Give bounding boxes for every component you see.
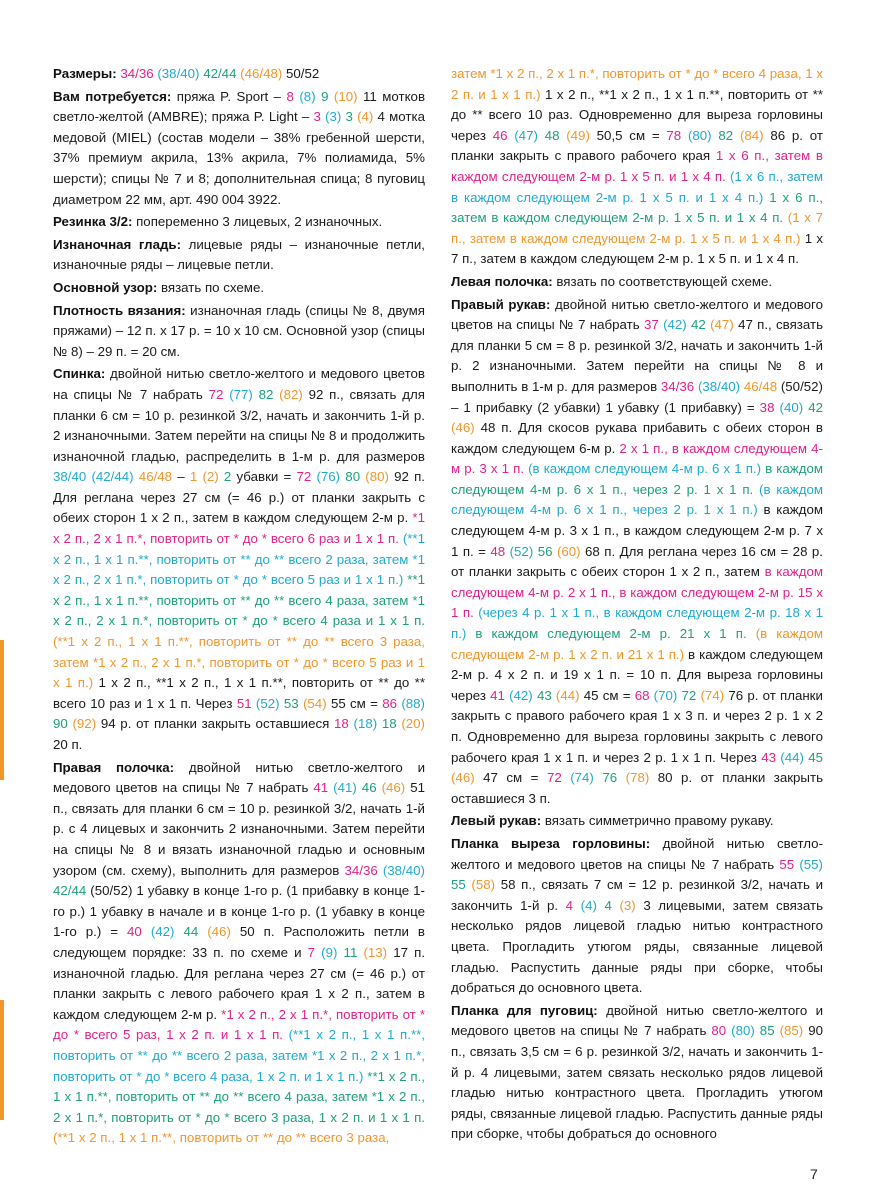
size-variant-text: 37: [643, 317, 664, 333]
body-text: двойной нитью светло-желтого и медового цветов на спицы № 7 набрать: [451, 296, 823, 333]
instruction-paragraph: [53, 278, 425, 299]
size-variant-text: (55): [799, 856, 823, 872]
size-variant-text: 85: [759, 1023, 780, 1039]
body-text: –: [177, 469, 190, 485]
section-heading: Основной узор:: [53, 279, 161, 295]
size-variant-text: 41: [313, 780, 334, 796]
body-text: 4 мотка медовой (MIEL) (состав модели – 38% гребенной шерсти, 37% премиум акрила, 13% акрила, 7% полиамида, 5% шерсти); спицы № 7 и 8; дополнительная спица; 8 пуговиц диаметром 22 мм, арт. 490 004 3922.: [53, 109, 425, 207]
size-variant-text: (46): [381, 780, 411, 796]
body-text: 92 п. Для реглана через 27 см (= 46 р.) от планки закрыть с обеих сторон 1 х 2 п., затем в каждом следующем 2-м р.: [53, 469, 425, 526]
instruction-paragraph: [451, 834, 823, 999]
size-variant-text: (42): [509, 687, 537, 703]
size-variant-text: 3: [313, 109, 326, 125]
size-variant-text: (47): [710, 317, 739, 333]
size-variant-text: 72: [681, 687, 701, 703]
body-text: двойной нитью светло-желтого и медового цветов на спицы № 7 набрать: [53, 759, 426, 796]
size-variant-text: (74): [570, 770, 603, 786]
body-text: (50/52) 1 убавку в конце 1-го р. (1 прибавку в конце 1-го р.) 1 убавку в начале и в конце 1-го р. (1 убавку в конце 1-го р.) =: [53, 883, 425, 940]
size-variant-text: (3): [619, 897, 644, 913]
section-heading: Спинка:: [53, 366, 111, 382]
size-variant-text: 78: [666, 127, 688, 143]
size-variant-text: (в каждом следующем 4-м р. 6 х 1 п.): [528, 461, 766, 477]
size-variant-text: (в каждом следующем 4-м р. 6 х 1 п., через 2 р. 1 х 1 п.): [451, 481, 823, 518]
body-text: 76 р. от планки закрыть с правого рабочего края 1 х 3 п. и через 2 р. 1 х 2 п. Одновременно для выреза горловины закрыть с левого рабочего края 1 х 1 п. и через 2 р. 1 х 1 п. Через: [451, 687, 823, 765]
size-variant-text: 7: [307, 944, 322, 960]
size-variant-text: 72: [296, 469, 317, 485]
size-variant-text: (18): [353, 716, 382, 732]
size-variant-text: 42/44: [53, 883, 91, 899]
size-variant-text: 46: [361, 780, 382, 796]
size-variant-text: (92): [72, 716, 101, 732]
body-text: 20 п.: [53, 737, 83, 752]
size-variant-text: (42): [150, 924, 184, 940]
size-variant-text: (80): [687, 127, 719, 143]
size-variant-text: 38: [759, 399, 780, 415]
size-variant-text: (1 х 7 п., затем в каждом следующем 2-м р. 1 х 5 п. и 1 х 4 п.): [451, 210, 823, 246]
section-heading: Изнаночная гладь:: [53, 236, 189, 252]
size-variant-text: (78): [625, 770, 658, 786]
body-text: 92 п., связать для планки 6 см = 10 р. резинкой 3/2, начать и закончить 1-й р. 2 изнаночными. Затем перейти на спицы № 8 и продолжить изнаночной гладью, распределить в 1-м р. для размеров: [53, 386, 425, 464]
size-variant-text: 18: [381, 716, 402, 732]
size-variant-text: (42): [663, 317, 692, 333]
section-heading: Левая полочка:: [451, 273, 557, 289]
size-variant-text: (**1 х 2 п., 1 х 1 п.**, повторить от ** до ** всего 2 раза, затем *1 х 2 п., 2 х 1 п.*, повторить от * до * всего 5 раз и 1 х 1 п.): [53, 531, 425, 588]
body-text: 50,5 см =: [596, 127, 667, 143]
body-text: 50/52: [286, 66, 320, 81]
body-text: 47 см =: [483, 770, 547, 786]
instruction-paragraph: [451, 295, 823, 810]
size-variant-text: (4): [580, 897, 605, 913]
size-variant-text: (52): [255, 695, 284, 711]
size-variant-text: (76): [316, 469, 346, 485]
size-variant-text: (40): [779, 399, 809, 415]
instruction-paragraph: [451, 1001, 823, 1145]
size-variant-text: 43: [761, 749, 781, 765]
instruction-paragraph: [53, 64, 425, 85]
size-variant-text: 46/48: [743, 378, 781, 394]
size-variant-text: (80): [731, 1023, 760, 1039]
section-heading: Левый рукав:: [451, 813, 545, 829]
size-variant-text: 48: [490, 543, 510, 559]
size-variant-text: (84): [739, 127, 771, 143]
size-variant-text: 4: [604, 897, 620, 913]
size-variant-text: 72: [546, 770, 571, 786]
size-variant-text: *1 х 2 п., 2 х 1 п.*, повторить от * до * всего 6 раз и 1 х 1 п.: [53, 510, 425, 547]
size-variant-text: (47): [514, 127, 545, 143]
body-text: 55 см =: [330, 695, 383, 711]
size-variant-text: 9: [321, 88, 334, 104]
size-variant-text: 46: [492, 127, 515, 143]
size-variant-text: (9): [321, 944, 344, 960]
size-variant-text: (58): [471, 877, 501, 893]
right-column: [451, 64, 823, 1147]
size-variant-text: (41): [333, 780, 362, 796]
section-heading: Резинка 3/2:: [53, 214, 137, 230]
body-text: 51 п., связать для планки 6 см = 10 р. резинкой 3/2, начать 1-й р. с 4 лицевых и закончить 2 изнаночными. Затем перейти на спицы № 8 и вязать изнаночной гладью и основным узором (см. схему), выполнить для размеров: [53, 780, 425, 878]
size-variant-text: (через 4 р. 1 х 1 п., в каждом следующем 2-м р. 18 х 1 п.): [451, 605, 823, 642]
size-variant-text: (52): [509, 543, 538, 559]
size-variant-text: (10): [333, 88, 364, 104]
size-variant-text: (38/40): [382, 862, 425, 878]
section-heading: Размеры:: [53, 66, 121, 81]
size-variant-text: 76: [602, 770, 626, 786]
size-variant-text: 42: [808, 399, 823, 415]
edge-color-mark: [0, 640, 4, 780]
instruction-paragraph: [53, 235, 425, 276]
size-variant-text: 44: [183, 924, 208, 940]
body-text: 1 х 2 п., **1 х 2 п., 1 х 1 п.**, повторить от ** до ** всего 10 раз. Одновременно для выреза горловины через: [451, 86, 823, 143]
size-variant-text: (70): [653, 687, 682, 703]
body-text: 1 х 2 п., **1 х 2 п., 1 х 1 п.**, повторить от ** до ** всего 10 раз и 1 х 1 п. Через: [53, 675, 425, 711]
size-variant-text: (54): [302, 695, 331, 711]
size-variant-text: (13): [363, 944, 394, 960]
body-text: 50 п. Расположить петли в следующем порядке: 33 п. по схеме и: [53, 924, 425, 960]
size-variant-text: 40: [127, 924, 151, 940]
body-text: 94 р. от планки закрыть оставшиеся: [100, 716, 335, 732]
size-variant-text: (42/44): [91, 469, 139, 485]
size-variant-text: 48: [544, 127, 567, 143]
body-text: 48 п. Для скосов рукава прибавить с обеих сторон в каждом следующем 6-м р.: [451, 420, 823, 456]
size-variant-text: (44): [555, 687, 584, 703]
size-variant-text: в каждом следующем 4-м р. 2 х 1 п., в каждом следующем 2-м р. 15 х 1 п.: [451, 564, 823, 621]
section-heading: Плотность вязания:: [53, 302, 191, 318]
size-variant-text: 38/40: [53, 469, 92, 485]
body-text: в каждом следующем 2-м р. 4 х 2 п. и 19 х 1 п. = 10 п. Для выреза горловины через: [451, 646, 823, 703]
left-column: [53, 64, 425, 1151]
size-variant-text: (80): [365, 469, 395, 485]
size-variant-text: (74): [700, 687, 729, 703]
size-variant-text: (60): [556, 543, 586, 559]
size-variant-text: (49): [566, 127, 597, 143]
size-variant-text: **1 х 2 п., 1 х 1 п.**, повторить от ** до ** всего 4 раза, затем *1 х 2 п., 2 х 1 п.*, повторить от * до * всего 3 раза, 1 х 2 п. и 1 х 1 п.: [53, 1068, 425, 1125]
size-variant-text: (в каждом следующем 2-м р. 1 х 2 п. и 21 х 1 п.): [451, 626, 823, 662]
body-text: 1 х 7 п., затем в каждом следующем 2-м р. 1 х 5 п. и 1 х 4 п.: [451, 230, 823, 267]
body-text: вязать симметрично правому рукаву.: [544, 813, 774, 829]
section-heading: Вам потребуется:: [53, 88, 177, 104]
section-heading: Правая полочка:: [53, 759, 189, 775]
body-text: 47 п., связать для планки 5 см = 8 р. резинкой 3/2, начать и закончить 1-й р. 2 изнаночными. Затем перейти на спицы № 8 и выполнить в 1-м р. для размеров: [451, 317, 824, 394]
size-variant-text: (46/48): [240, 66, 286, 81]
size-variant-text: 2 х 1 п., в каждом следующем 4-м р. 3 х 1 п.: [451, 440, 823, 477]
size-variant-text: 4: [565, 897, 581, 913]
size-variant-text: 82: [258, 386, 280, 402]
size-variant-text: (4): [357, 109, 378, 125]
size-variant-text: (**1 х 2 п., 1 х 1 п.**, повторить от ** до ** всего 3 раза, затем *1 х 2 п., 2 х 1 п.*, повторить от * до * всего 5 раз и 1 х 1 п.): [53, 634, 425, 691]
size-variant-text: (3): [325, 109, 346, 125]
body-text: убавки =: [236, 469, 297, 485]
size-variant-text: 42/44: [203, 66, 241, 81]
edge-color-mark: [0, 1000, 4, 1120]
size-variant-text: 90: [53, 716, 73, 732]
instruction-paragraph: [53, 212, 425, 233]
size-variant-text: (1 х 6 п., затем в каждом следующем 2-м р. 1 х 5 п. и 1 х 4 п.): [451, 168, 823, 205]
body-text: попеременно 3 лицевых, 2 изнаночных.: [136, 214, 383, 230]
body-text: (50/52) – 1 прибавку (2 убавки) 1 убавку (1 прибавку) =: [451, 378, 823, 415]
size-variant-text: 80: [711, 1023, 732, 1039]
size-variant-text: 55: [779, 856, 800, 872]
size-variant-text: в каждом следующем 2-м р. 21 х 1 п.: [475, 626, 756, 642]
section-heading: Правый рукав:: [451, 296, 556, 312]
size-variant-text: 45: [808, 749, 823, 765]
section-heading: Планка для пуговиц:: [451, 1002, 607, 1018]
size-variant-text: 34/36: [344, 862, 383, 878]
size-variant-text: **1 х 2 п., 1 х 1 п.**, повторить от ** до ** всего 4 раза, затем *1 х 2 п., 2 х 1 п.*, повторить от * до * всего 4 раза и 1 х 1 п.: [53, 572, 425, 629]
body-text: 45 см =: [583, 687, 635, 703]
body-text: двойной нитью светло-желтого и медового цветов на спицы № 7 набрать: [451, 835, 823, 872]
size-variant-text: (38/40): [157, 66, 204, 81]
size-variant-text: *1 х 2 п., 2 х 1 п.*, повторить от * до * всего 5 раз, 1 х 2 п. и 1 х 1 п.: [53, 1006, 425, 1043]
body-text: 3 лицевыми, затем связать несколько рядов лицевой гладью нитью контрастного цвета. Прогладить утюгом ряды, связанные лицевой гладью. Распустить данные ряды при сборке, чтобы добраться до основного цвета.: [451, 897, 824, 996]
size-variant-text: 1: [189, 469, 203, 485]
size-variant-text: 1 х 6 п., затем в каждом следующем 2-м р. 1 х 5 п. и 1 х 4 п.: [451, 189, 823, 226]
size-variant-text: 11: [343, 944, 364, 960]
size-variant-text: в каждом следующем 4-м р. 6 х 1 п., через 2 р. 1 х 1 п.: [451, 461, 823, 497]
size-variant-text: 86: [382, 695, 402, 711]
size-variant-text: (46): [451, 770, 484, 786]
size-variant-text: (38/40): [697, 378, 744, 394]
size-variant-text: (**1 х 2 п., 1 х 1 п.**, повторить от ** до ** всего 2 раза, затем *1 х 2 п., 2 х 1 п.*, повторить от * до * всего 4 раза, 1 х 2 п. и 1 х 1 п.): [53, 1027, 425, 1084]
size-variant-text: 42: [691, 317, 711, 333]
body-text: вязать по соответствующей схеме.: [556, 273, 773, 289]
body-text: 68 п. Для реглана через 16 см = 28 р. от планки закрыть с обеих сторон 1 х 2 п., затем: [451, 543, 823, 580]
size-variant-text: 2: [223, 469, 237, 485]
instruction-paragraph: [53, 364, 425, 755]
instruction-paragraph: [451, 64, 823, 270]
body-text: 80 р. от планки закрыть оставшиеся 3 п.: [451, 770, 824, 806]
size-variant-text: 8: [286, 88, 300, 104]
size-variant-text: (46): [451, 420, 481, 436]
body-text: 58 п., связать 7 см = 12 р. резинкой 3/2, начать и закончить 1-й р.: [451, 877, 823, 913]
size-variant-text: (46): [207, 924, 240, 940]
body-text: лицевые ряды – изнаночные петли, изнаночные ряды – лицевые петли.: [53, 236, 425, 273]
size-variant-text: (88): [401, 695, 425, 711]
size-variant-text: 53: [283, 695, 303, 711]
size-variant-text: 68: [634, 687, 654, 703]
size-variant-text: (85): [779, 1023, 809, 1039]
size-variant-text: 80: [345, 469, 366, 485]
size-variant-text: (**1 х 2 п., 1 х 1 п.**, повторить от ** до ** всего 3 раза,: [53, 1130, 390, 1146]
body-text: двойной нитью светло-желтого и медового цветов на спицы № 7 набрать: [53, 366, 425, 402]
page-number: 7: [810, 1166, 818, 1182]
size-variant-text: 34/36: [660, 378, 698, 394]
instruction-paragraph: [451, 811, 823, 832]
size-variant-text: 72: [208, 386, 230, 402]
body-text: в каждом следующем 4-м р. 3 х 1 п., в каждом следующем 2-м р. 7 х 1 п. =: [451, 502, 823, 559]
instruction-paragraph: [451, 272, 823, 293]
size-variant-text: 56: [537, 543, 557, 559]
instruction-paragraph: [53, 87, 425, 211]
size-variant-text: (20): [401, 716, 425, 732]
size-variant-text: 55: [451, 877, 472, 893]
size-variant-text: 46/48: [138, 469, 178, 485]
instruction-paragraph: [53, 301, 425, 363]
body-text: вязать по схеме.: [160, 279, 265, 295]
body-text: 11 мотков светло-желтой (AMBRE); пряжа P. Light –: [53, 88, 426, 125]
section-heading: Планка выреза горловины:: [451, 835, 663, 851]
size-variant-text: 1 х 6 п., затем в каждом следующем 2-м р. 1 х 5 п. и 1 х 4 п.: [451, 148, 823, 184]
size-variant-text: (77): [229, 386, 259, 402]
size-variant-text: 3: [345, 109, 358, 125]
size-variant-text: 82: [718, 127, 740, 143]
size-variant-text: 18: [334, 716, 354, 732]
body-text: пряжа P. Sport –: [176, 88, 287, 104]
size-variant-text: (8): [299, 88, 322, 104]
body-text: двойной нитью светло-желтого и медового цветов на спицы № 7 набрать: [451, 1002, 824, 1039]
size-variant-text: (44): [780, 749, 809, 765]
body-text: 86 р. от планки закрыть с правого рабочего края: [451, 127, 823, 164]
body-text: изнаночная гладь (спицы № 8, двумя пряжами) – 12 п. х 17 р. = 10 х 10 см. Основной узор (спицы № 8) – 29 п. = 20 см.: [53, 302, 426, 359]
body-text: 17 п. изнаночной гладью. Для реглана через 27 см (= 46 р.) от планки закрыть с левого рабочего края 1 х 2 п., затем в каждом следующем 2-м р.: [53, 944, 426, 1022]
size-variant-text: 34/36: [120, 66, 158, 81]
size-variant-text: затем *1 х 2 п., 2 х 1 п.*, повторить от * до * всего 4 раза, 1 х 2 п. и 1 х 1 п.): [451, 66, 823, 102]
size-variant-text: (82): [279, 386, 309, 402]
size-variant-text: 51: [236, 695, 256, 711]
instruction-paragraph: [53, 758, 425, 1149]
size-variant-text: 43: [536, 687, 556, 703]
size-variant-text: 41: [490, 687, 510, 703]
body-text: 90 п., связать 3,5 см = 6 р. резинкой 3/2, начать и закончить 1-й р. 4 лицевыми, затем связать несколько рядов лицевой гладью нитью контрастного цвета. Прогладить утюгом ряды, связанные лицевой гладью. Распустить данные ряды при сборке, чтобы добраться до основного: [451, 1023, 823, 1142]
size-variant-text: (2): [202, 469, 224, 485]
